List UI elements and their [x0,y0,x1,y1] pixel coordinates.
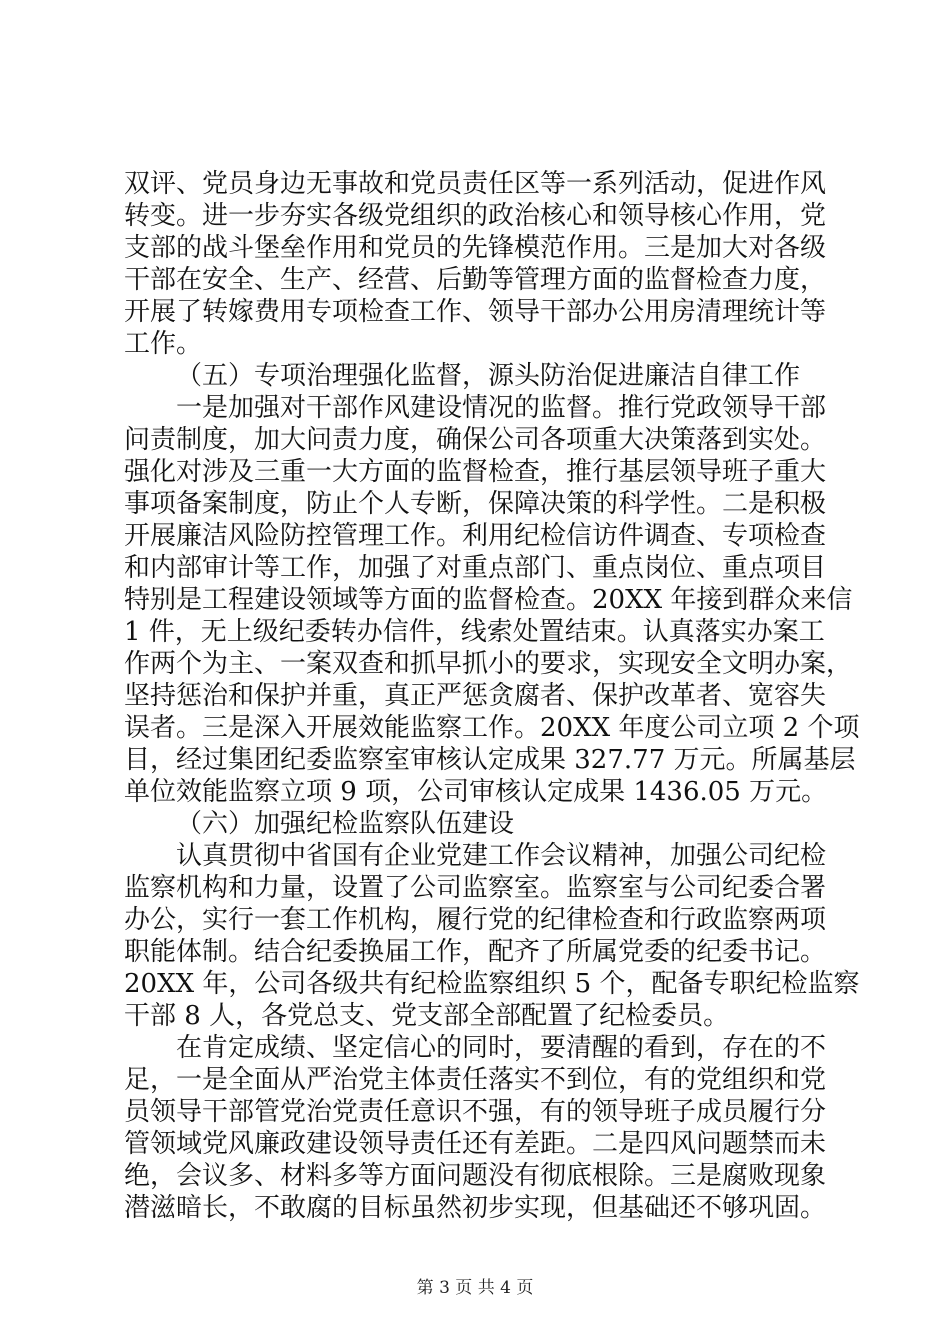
text-line: 开展廉洁风险防控管理工作。利用纪检信访件调查、专项检查 [124,521,827,551]
text-line: 开展了转嫁费用专项检查工作、领导干部办公用房清理统计等 [124,297,827,327]
text-line: 转变。进一步夯实各级党组织的政治核心和领导核心作用，党 [124,201,827,231]
text-line: 在肯定成绩、坚定信心的同时，要清醒的看到，存在的不 [176,1033,827,1063]
text-line: 工作。 [124,329,203,359]
page-number-footer: 第 3 页 共 4 页 [416,1278,534,1298]
text-line: 潜滋暗长，不敢腐的目标虽然初步实现，但基础还不够巩固。 [124,1193,827,1223]
text-line: 双评、党员身边无事故和党员责任区等一系列活动，促进作风 [124,169,827,199]
text-line: 强化对涉及三重一大方面的监督检查，推行基层领导班子重大 [124,457,827,487]
section-heading: （六）加强纪检监察队伍建设 [176,809,515,839]
text-line: 绝，会议多、材料多等方面问题没有彻底根除。三是腐败现象 [124,1161,827,1191]
document-body [124,168,860,1224]
text-line: 20XX 年，公司各级共有纪检监察组织 5 个，配备专职纪检监察 [124,969,860,999]
text-line: 监察机构和力量，设置了公司监察室。监察室与公司纪委合署 [124,873,827,903]
text-line: 一是加强对干部作风建设情况的监督。推行党政领导干部 [176,393,827,423]
text-line: 问责制度，加大问责力度，确保公司各项重大决策落到实处。 [124,425,827,455]
text-line: 单位效能监察立项 9 项，公司审核认定成果 1436.05 万元。 [124,777,828,807]
section-heading: （五）专项治理强化监督，源头防治促进廉洁自律工作 [176,361,801,391]
text-line: 干部在安全、生产、经营、后勤等管理方面的监督检查力度， [124,265,827,295]
text-line: 干部 8 人，各党总支、党支部全部配置了纪检委员。 [124,1001,730,1031]
text-line: 坚持惩治和保护并重，真正严惩贪腐者、保护改革者、宽容失 [124,681,827,711]
text-line: 事项备案制度，防止个人专断，保障决策的科学性。二是积极 [124,489,827,519]
text-line: 支部的战斗堡垒作用和党员的先锋模范作用。三是加大对各级 [124,233,827,263]
text-line: 管领域党风廉政建设领导责任还有差距。二是四风问题禁而未 [124,1129,827,1159]
text-line: 办公，实行一套工作机构，履行党的纪律检查和行政监察两项 [124,905,827,935]
text-line: 足，一是全面从严治党主体责任落实不到位，有的党组织和党 [124,1065,827,1095]
text-line: 职能体制。结合纪委换届工作，配齐了所属党委的纪委书记。 [124,937,827,967]
text-line: 员领导干部管党治党责任意识不强，有的领导班子成员履行分 [124,1097,827,1127]
text-line: 和内部审计等工作，加强了对重点部门、重点岗位、重点项目 [124,553,827,583]
text-line: 目，经过集团纪委监察室审核认定成果 327.77 万元。所属基层 [124,745,856,775]
text-line: 特别是工程建设领域等方面的监督检查。20XX 年接到群众来信 [124,585,853,615]
text-line: 作两个为主、一案双查和抓早抓小的要求，实现安全文明办案， [124,649,853,679]
text-line: 认真贯彻中省国有企业党建工作会议精神，加强公司纪检 [176,841,827,871]
text-line: 误者。三是深入开展效能监察工作。20XX 年度公司立项 2 个项 [124,713,860,743]
text-line: 1 件，无上级纪委转办信件，线索处置结束。认真落实办案工 [124,617,825,647]
